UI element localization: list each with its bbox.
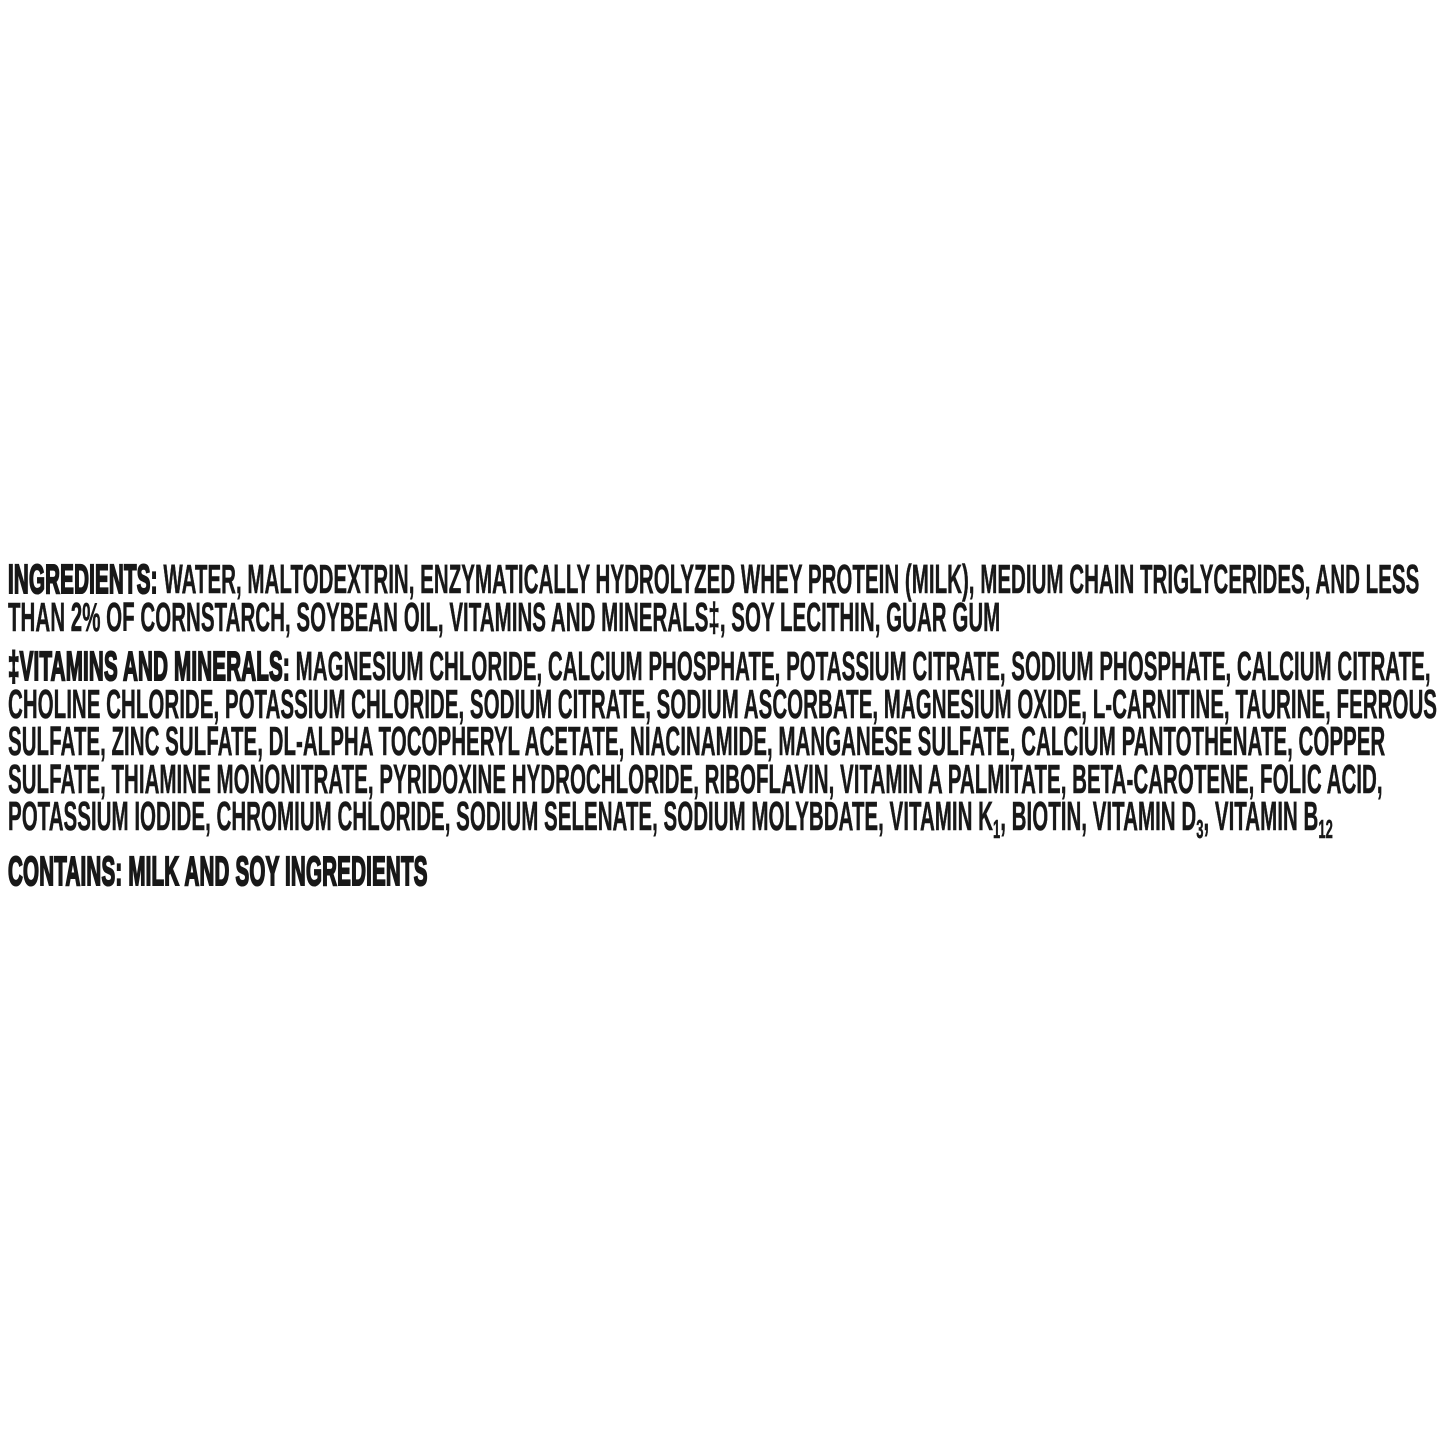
- vitamins-and-minerals-paragraph: [8, 643, 1438, 844]
- label-text-run: MAGNESIUM CHLORIDE, CALCIUM PHOSPHATE, POTASSIUM CITRATE, SODIUM PHOSPHATE, CALCIUM CITRATE,: [289, 643, 1431, 689]
- label-text-run: SULFATE, ZINC SULFATE, DL-ALPHA TOCOPHERYL ACETATE, NIACINAMIDE, MANGANESE SULFATE, CALCIUM PANTOTHENATE, COPPER: [8, 718, 1386, 764]
- contains-paragraph-heading: CONTAINS: MILK AND SOY INGREDIENTS: [8, 847, 428, 894]
- subscript-digit: 12: [1318, 814, 1333, 844]
- label-line: [8, 847, 1437, 894]
- label-text-run: WATER, MALTODEXTRIN, ENZYMATICALLY HYDROLYZED WHEY PROTEIN (MILK), MEDIUM CHAIN TRIGLYCERIDES, AND LESS: [157, 556, 1420, 602]
- subscript-digit: 3: [1196, 814, 1204, 844]
- subscript-digit: 1: [993, 814, 1001, 844]
- label-text-run: SULFATE, THIAMINE MONONITRATE, PYRIDOXINE HYDROCHLORIDE, RIBOFLAVIN, VITAMIN A PALMITATE, BETA-CAROTENE, FOLIC ACID,: [8, 755, 1383, 802]
- label-text-run: , BIOTIN, VITAMIN D: [1000, 793, 1197, 839]
- label-text-run: POTASSIUM IODIDE, CHROMIUM CHLORIDE, SODIUM SELENATE, SODIUM MOLYBDATE, VITAMIN K: [8, 793, 994, 839]
- label-line: [8, 593, 1437, 640]
- ingredients-paragraph-heading: INGREDIENTS:: [8, 556, 158, 602]
- label-text-run: CHOLINE CHLORIDE, POTASSIUM CHLORIDE, SODIUM CITRATE, SODIUM ASCORBATE, MAGNESIUM OXIDE, L-CARNITINE, TAURINE, FERROUS: [8, 680, 1438, 727]
- ingredients-label: [8, 556, 1438, 894]
- vitamins-and-minerals-paragraph-heading: ‡VITAMINS AND MINERALS:: [8, 643, 290, 689]
- label-text-run: , VITAMIN B: [1203, 793, 1319, 839]
- ingredients-paragraph: [8, 556, 1437, 640]
- label-line: [8, 793, 1437, 844]
- contains-paragraph: [8, 847, 1437, 894]
- label-text-run: THAN 2% OF CORNSTARCH, SOYBEAN OIL, VITAMINS AND MINERALS‡, SOY LECITHIN, GUAR GUM: [8, 593, 1001, 640]
